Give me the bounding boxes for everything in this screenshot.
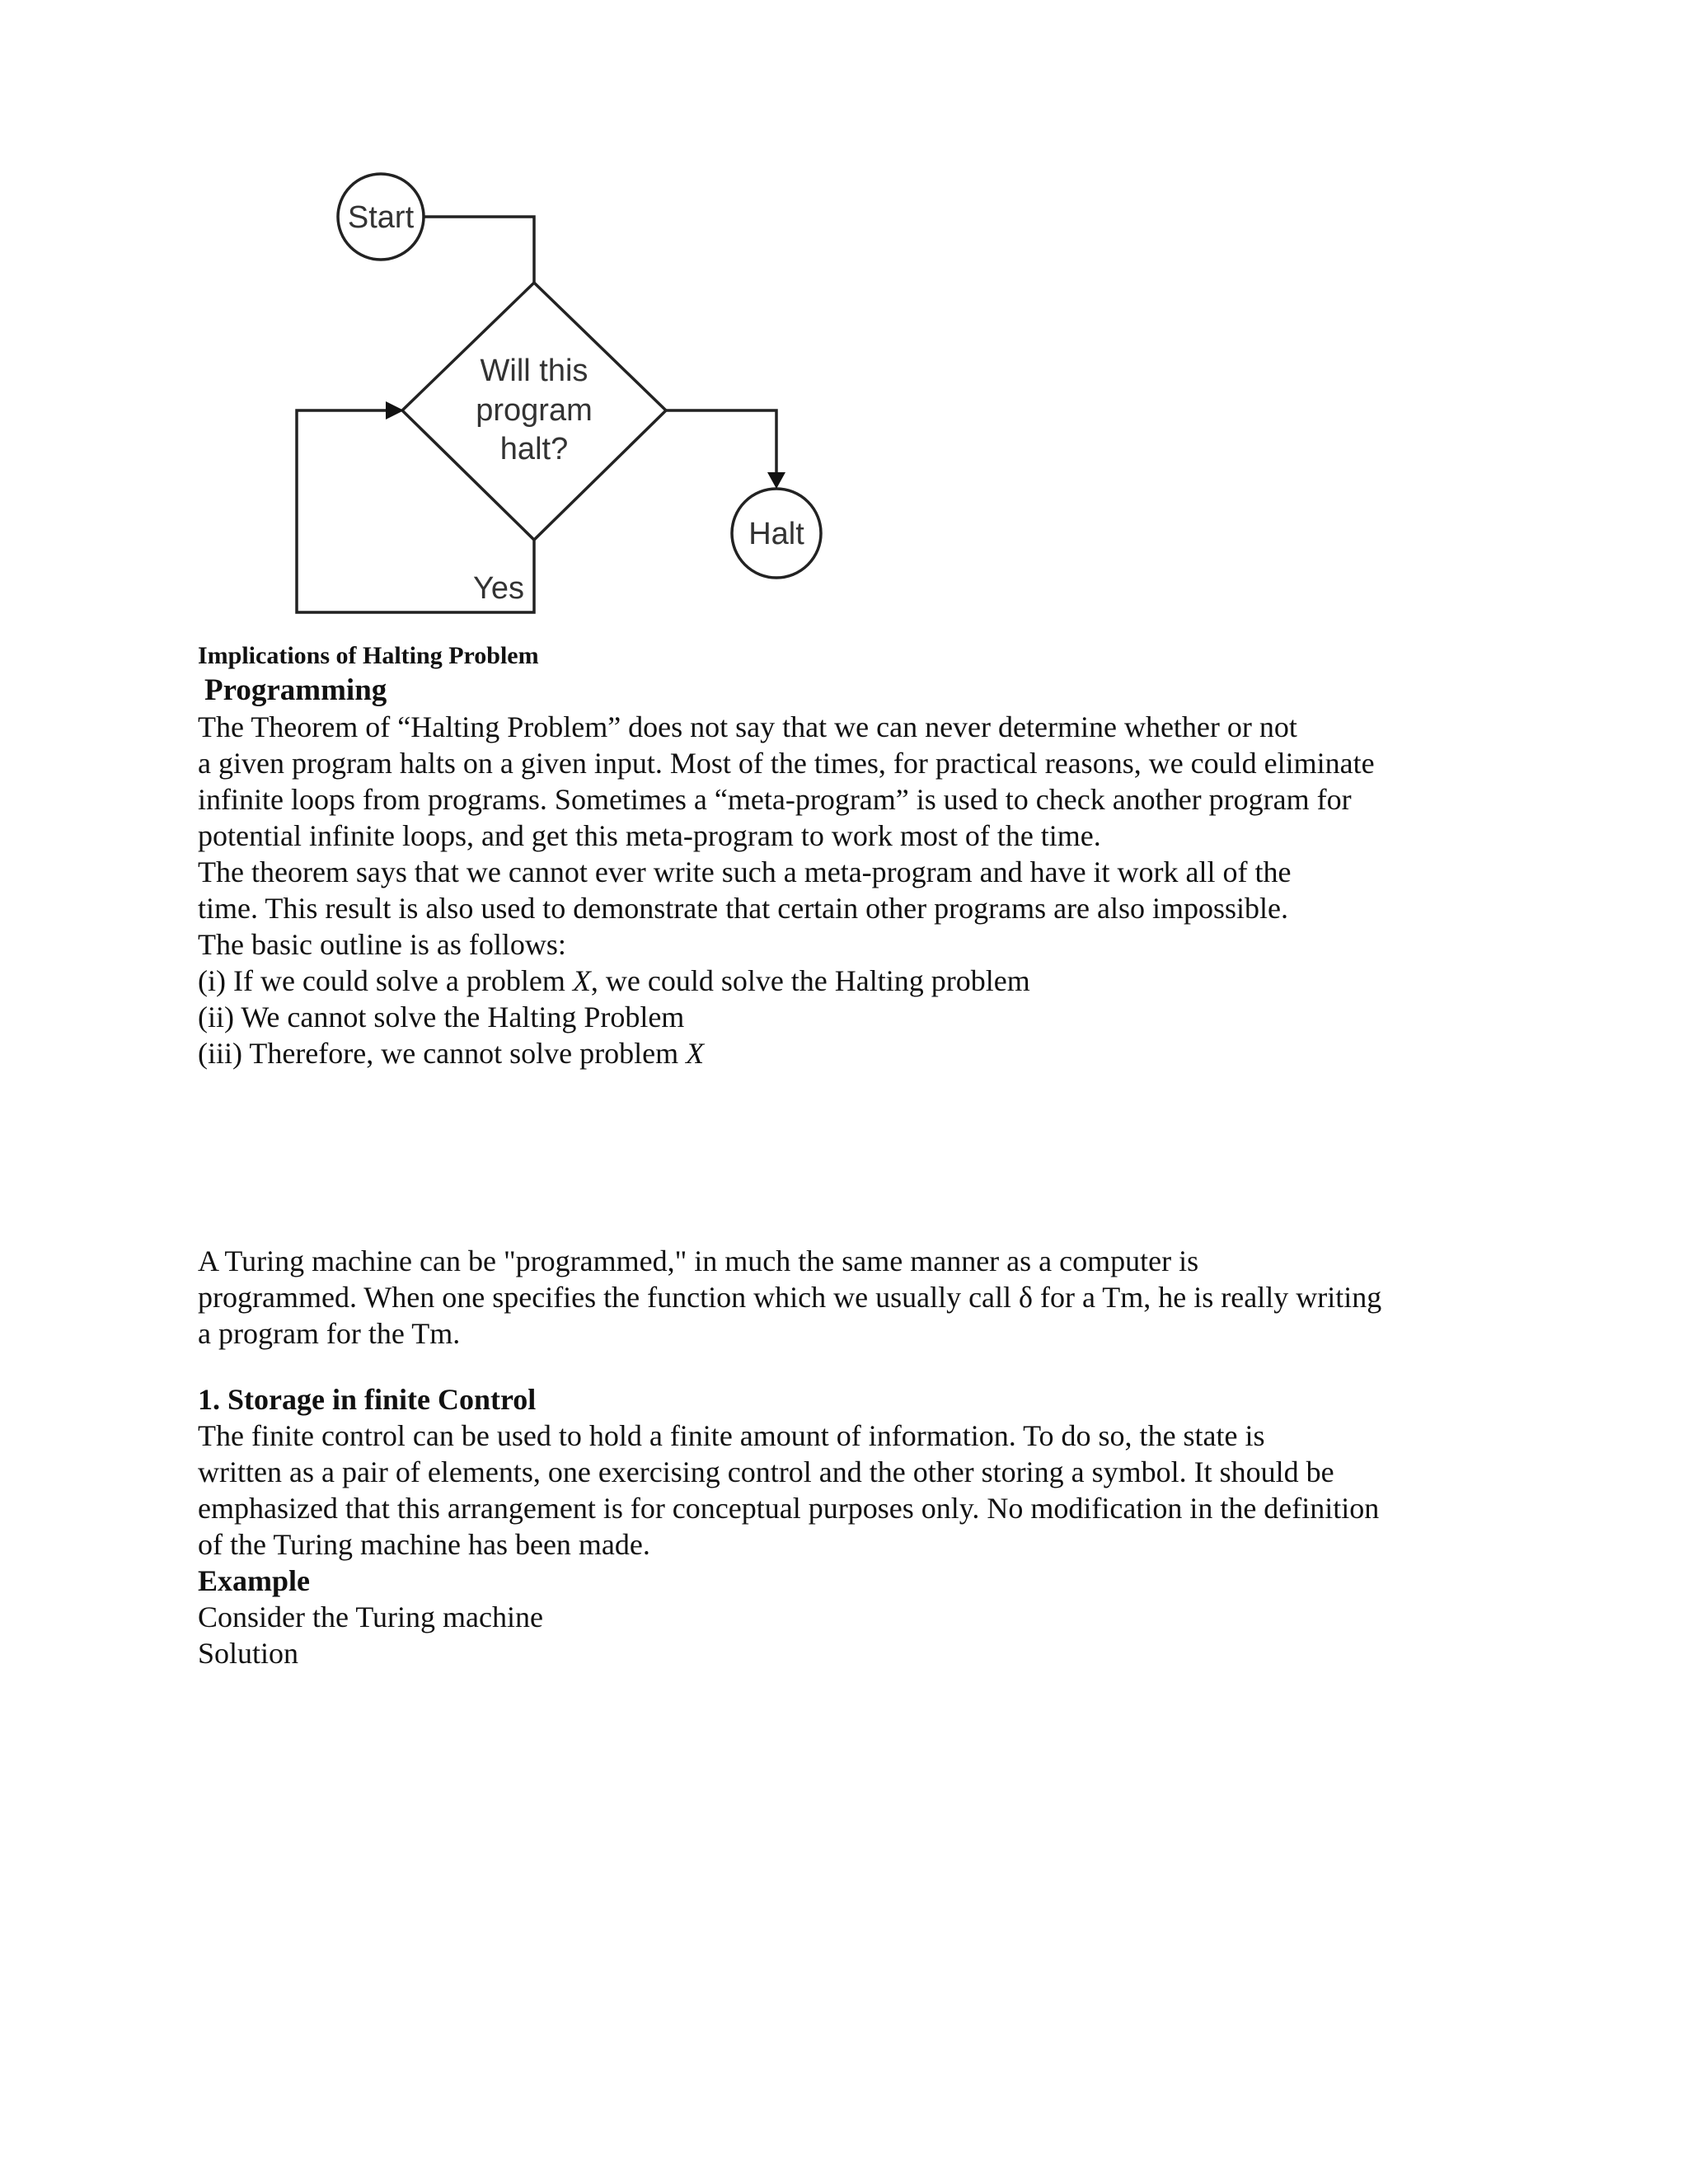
paragraph-line: a program for the Tm. [198,1317,461,1350]
outline-prefix: (i) If we could solve a problem [198,964,573,997]
outline-variable: X [572,964,591,997]
outline-item [198,963,1500,999]
paragraph-line: emphasized that this arrangement is for conceptual purposes only. No modification in the definition [198,1492,1380,1525]
paragraph-line: The basic outline is as follows: [198,928,566,961]
paragraph-line: A Turing machine can be "programmed," in much the same manner as a computer is [198,1244,1199,1277]
arrowhead-decision [386,401,404,419]
section-subtitle: Programming [204,673,387,707]
example-line: Solution [198,1637,299,1670]
outline-item [198,1035,1500,1071]
outline-variable: X [686,1037,705,1070]
paragraph-line: The Theorem of “Halting Problem” does not say that we can never determine whether or not [198,710,1297,743]
paragraph-line: of the Turing machine has been made. [198,1528,650,1561]
halt-label: Halt [748,517,804,551]
section-title: Implications of Halting Problem [198,642,539,669]
paragraph-line: infinite loops from programs. Sometimes a “meta-program” is used to check another program for [198,783,1352,816]
outline-prefix: (ii) We cannot solve the Halting Problem [198,1001,685,1033]
paragraph-line: The theorem says that we cannot ever write such a meta-program and have it work all of the [198,855,1292,888]
outline-prefix: (iii) Therefore, we cannot solve problem [198,1037,687,1070]
example-heading: Example [198,1564,311,1597]
paragraph-line: The finite control can be used to hold a finite amount of information. To do so, the state is [198,1419,1265,1452]
yes-label: Yes [473,571,524,606]
decision-label-line2: program [476,393,593,428]
storage-section [198,1381,1500,1671]
turing-programming-paragraph [198,1243,1500,1352]
paragraph-line: time. This result is also used to demonstrate that certain other programs are also impossible. [198,892,1289,925]
decision-label-line3: halt? [499,432,569,466]
paragraph-line: written as a pair of elements, one exercising control and the other storing a symbol. It should be [198,1455,1334,1488]
outline-suffix: , we could solve the Halting problem [590,964,1030,997]
storage-heading: 1. Storage in finite Control [198,1383,537,1416]
start-label: Start [347,200,415,235]
paragraph-line: potential infinite loops, and get this meta-program to work most of the time. [198,819,1101,852]
halting-paragraph [198,709,1500,1071]
example-line: Consider the Turing machine [198,1601,543,1633]
arrowhead-halt [767,472,785,489]
outline-item [198,999,1500,1035]
paragraph-line: programmed. When one specifies the function which we usually call δ for a Tm, he is really writing [198,1281,1382,1314]
decision-label-line1: Will this [480,354,588,388]
halting-flowchart [198,161,915,630]
halt-connector [666,410,776,484]
paragraph-line: a given program halts on a given input. Most of the times, for practical reasons, we could eliminate [198,747,1375,780]
start-connector [424,217,534,283]
